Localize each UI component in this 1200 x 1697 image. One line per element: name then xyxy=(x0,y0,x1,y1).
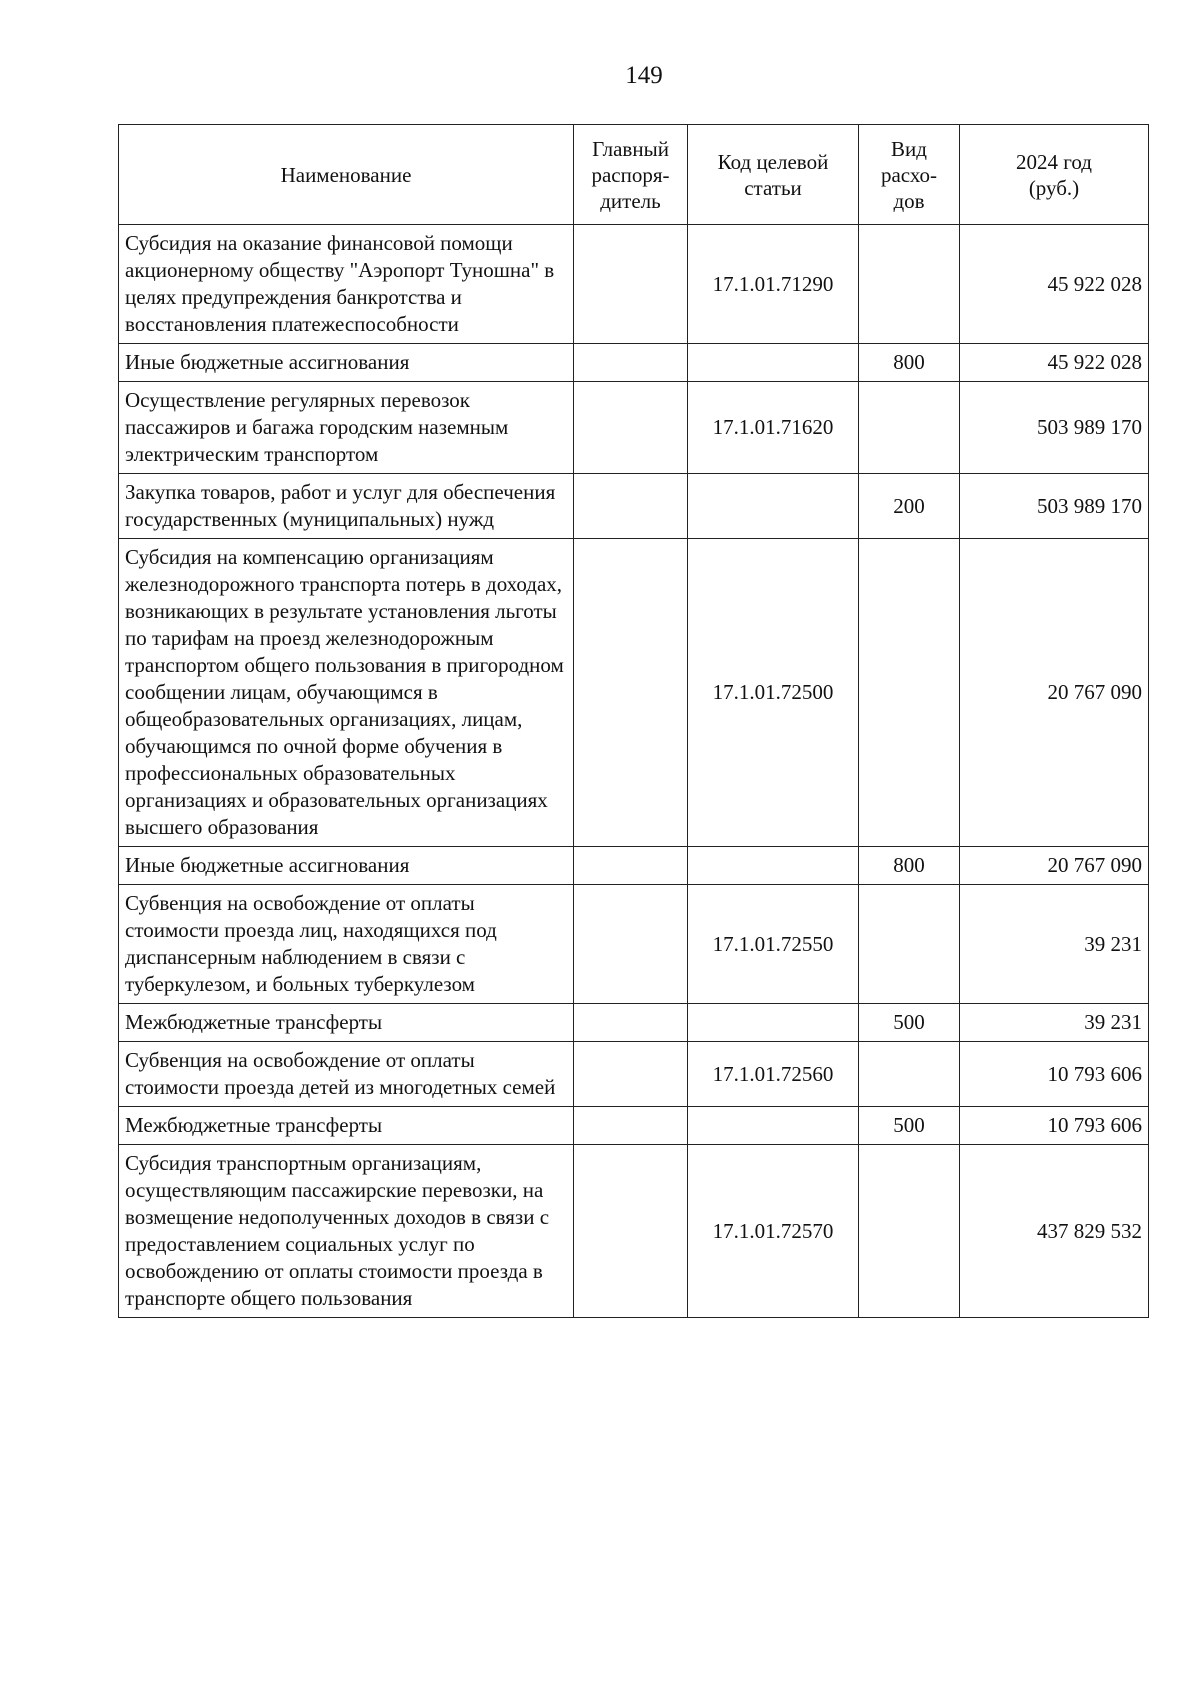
row-chief xyxy=(574,474,688,539)
header-name: Наименование xyxy=(119,125,574,225)
row-chief xyxy=(574,885,688,1004)
header-target-code-line: Код целевой xyxy=(717,149,829,174)
row-type: 500 xyxy=(859,1107,960,1145)
row-code: 17.1.01.72570 xyxy=(688,1145,859,1318)
row-name: Иные бюджетные ассигнования xyxy=(119,847,574,885)
row-chief xyxy=(574,847,688,885)
row-amount: 39 231 xyxy=(960,1004,1149,1042)
row-chief xyxy=(574,1042,688,1107)
row-code xyxy=(688,1107,859,1145)
row-type xyxy=(859,225,960,344)
row-name: Субвенция на освобождение от оплаты стоимости проезда детей из многодетных семей xyxy=(119,1042,574,1107)
row-type: 200 xyxy=(859,474,960,539)
row-name: Межбюджетные трансферты xyxy=(119,1004,574,1042)
header-target-code xyxy=(688,125,859,225)
header-chief-admin-line: Главный xyxy=(592,136,669,161)
table-row xyxy=(119,885,1149,1004)
row-amount: 503 989 170 xyxy=(960,474,1149,539)
row-name: Субвенция на освобождение от оплаты стоимости проезда лиц, находящихся под диспансерным наблюдением в связи с туберкулезом, и больных туберкулезом xyxy=(119,885,574,1004)
row-code xyxy=(688,1004,859,1042)
table-header-row xyxy=(119,125,1149,225)
row-amount: 39 231 xyxy=(960,885,1149,1004)
header-year-line: 2024 год xyxy=(1016,149,1092,174)
table-row xyxy=(119,1107,1149,1145)
row-type xyxy=(859,885,960,1004)
row-name: Закупка товаров, работ и услуг для обеспечения государственных (муниципальных) нужд xyxy=(119,474,574,539)
header-target-code-line: статьи xyxy=(744,175,802,200)
row-name: Межбюджетные трансферты xyxy=(119,1107,574,1145)
row-chief xyxy=(574,539,688,847)
budget-table xyxy=(118,124,1149,1318)
row-amount: 437 829 532 xyxy=(960,1145,1149,1318)
row-code: 17.1.01.71620 xyxy=(688,382,859,474)
row-type xyxy=(859,1145,960,1318)
row-amount: 10 793 606 xyxy=(960,1042,1149,1107)
row-code: 17.1.01.72550 xyxy=(688,885,859,1004)
table-row xyxy=(119,1004,1149,1042)
table-row xyxy=(119,1042,1149,1107)
row-chief xyxy=(574,382,688,474)
row-chief xyxy=(574,1004,688,1042)
table-row xyxy=(119,225,1149,344)
row-type: 800 xyxy=(859,344,960,382)
row-chief xyxy=(574,225,688,344)
row-code: 17.1.01.72500 xyxy=(688,539,859,847)
row-chief xyxy=(574,344,688,382)
row-amount: 45 922 028 xyxy=(960,225,1149,344)
row-code: 17.1.01.71290 xyxy=(688,225,859,344)
row-amount: 10 793 606 xyxy=(960,1107,1149,1145)
header-expense-type-line: расхо- xyxy=(880,162,938,187)
table-row xyxy=(119,539,1149,847)
header-expense-type-line: дов xyxy=(893,188,925,213)
row-type xyxy=(859,382,960,474)
row-type xyxy=(859,539,960,847)
header-chief-admin-line: распоря- xyxy=(591,162,670,187)
row-amount: 20 767 090 xyxy=(960,847,1149,885)
row-name: Субсидия на оказание финансовой помощи акционерному обществу "Аэропорт Туношна" в целях предупреждения банкротства и восстановления платежеспособности xyxy=(119,225,574,344)
row-code: 17.1.01.72560 xyxy=(688,1042,859,1107)
table-row xyxy=(119,1145,1149,1318)
row-type: 500 xyxy=(859,1004,960,1042)
header-chief-admin xyxy=(574,125,688,225)
header-chief-admin-line: дитель xyxy=(600,188,661,213)
row-amount: 503 989 170 xyxy=(960,382,1149,474)
row-code xyxy=(688,474,859,539)
table-row xyxy=(119,382,1149,474)
row-type: 800 xyxy=(859,847,960,885)
row-chief xyxy=(574,1145,688,1318)
row-amount: 20 767 090 xyxy=(960,539,1149,847)
header-expense-type xyxy=(859,125,960,225)
row-chief xyxy=(574,1107,688,1145)
row-code xyxy=(688,344,859,382)
table-row xyxy=(119,474,1149,539)
page-number: 149 xyxy=(625,62,663,89)
row-amount: 45 922 028 xyxy=(960,344,1149,382)
table-row xyxy=(119,344,1149,382)
table-row xyxy=(119,847,1149,885)
row-code xyxy=(688,847,859,885)
row-name: Субсидия транспортным организациям, осуществляющим пассажирские перевозки, на возмещение недополученных доходов в связи с предоставлением социальных услуг по освобождению от оплаты стоимости проезда в транспорте общего пользования xyxy=(119,1145,574,1318)
row-name: Субсидия на компенсацию организациям железнодорожного транспорта потерь в доходах, возникающих в результате установления льготы по тарифам на проезд железнодорожным транспортом общего пользования в пригородном сообщении лицам, обучающимся в общеобразовательных организациях, лицам, обучающимся по очной форме обучения в профессиональных образовательных организациях и образовательных организациях высшего образования xyxy=(119,539,574,847)
header-year-line: (руб.) xyxy=(1028,175,1080,200)
row-type xyxy=(859,1042,960,1107)
header-year xyxy=(960,125,1149,225)
row-name: Осуществление регулярных перевозок пассажиров и багажа городским наземным электрическим транспортом xyxy=(119,382,574,474)
header-expense-type-line: Вид xyxy=(891,136,927,161)
row-name: Иные бюджетные ассигнования xyxy=(119,344,574,382)
